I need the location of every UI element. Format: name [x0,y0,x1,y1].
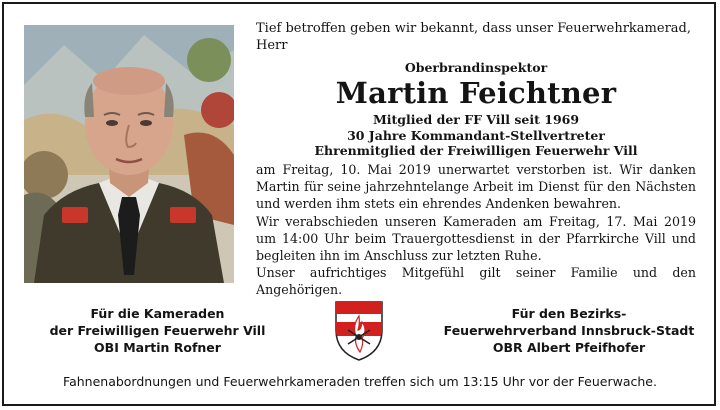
signature-line: Für den Bezirks- [511,306,627,321]
signature-left [40,305,275,356]
obituary-body [256,161,696,299]
signature-line: OBR Albert Pfeifhofer [492,340,646,355]
honor-line: 30 Jahre Kommandant-Stellvertreter [347,127,605,143]
signature-right [428,305,710,356]
footer-note: Fahnenabordnungen und Feuerwehrkameraden treffen sich um 13:15 Uhr vor der Feuerwache. [63,374,657,389]
signature-line: Feuerwehrverband Innsbruck-Stadt [443,323,695,338]
fire-brigade-emblem-icon [334,300,384,362]
honor-line: Mitglied der FF Vill seit 1969 [372,112,580,127]
deceased-name: Martin Feichtner [335,76,617,110]
deceased-rank: Oberbrandinspektor [404,60,548,75]
body-paragraph: Wir verabschieden unseren Kameraden am Freitag, 17. Mai 2019 um 14:00 Uhr beim Trauergottesdienst in der Pfarrkirche Vill und begleiten ihn im Anschluss zur letzten Ruhe. [256,213,696,264]
intro-text: Tief betroffen geben wir bekannt, dass unser Feuerwehrkamerad, Herr [256,21,691,53]
body-paragraph: Unser aufrichtiges Mitgefühl gilt seiner Familie und den Angehörigen. [256,265,696,298]
signature-line: OBI Martin Rofner [94,340,221,355]
signature-line: der Freiwilligen Feuerwehr Vill [49,323,266,338]
honor-line: Ehrenmitglied der Freiwilligen Feuerwehr Vill [314,143,638,158]
honors-list [256,112,696,159]
portrait-photo [24,25,234,283]
body-paragraph: am Freitag, 10. Mai 2019 unerwartet verstorben ist. Wir danken Martin für seine jahrzehntelange Arbeit im Dienst für den Nächsten und werden ihm stets ein ehrendes Andenken bewahren. [256,162,696,212]
signature-line: Für die Kameraden [90,306,225,321]
